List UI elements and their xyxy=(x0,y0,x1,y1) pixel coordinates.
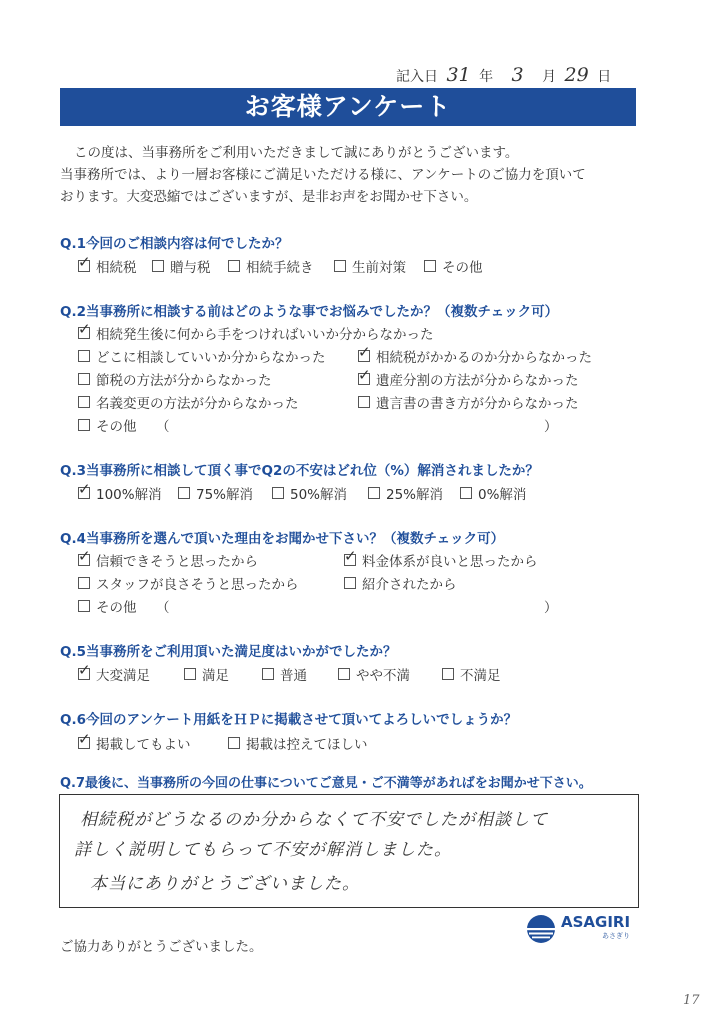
option-label: その他 xyxy=(96,600,137,616)
page-number: 17 xyxy=(683,993,700,1008)
q4-option[interactable] xyxy=(78,596,137,616)
entry-date xyxy=(396,64,611,86)
option-label: 75%解消 xyxy=(196,487,254,503)
option-label: 相続税がかかるのか分からなかった xyxy=(376,350,592,366)
option-label: 遺産分割の方法が分からなかった xyxy=(376,373,579,389)
q1-option[interactable] xyxy=(334,256,406,276)
option-label: 25%解消 xyxy=(386,487,444,503)
checkbox[interactable] xyxy=(78,350,90,362)
q3-option[interactable] xyxy=(178,483,253,503)
day-label: 日 xyxy=(597,69,612,85)
checkbox[interactable] xyxy=(334,260,346,272)
q5-option[interactable] xyxy=(338,664,410,684)
option-label: 生前対策 xyxy=(352,260,406,276)
checkbox[interactable] xyxy=(344,577,356,589)
q2-option[interactable] xyxy=(78,415,137,435)
checkbox[interactable] xyxy=(152,260,164,272)
option-label: 節税の方法が分からなかった xyxy=(96,373,272,389)
checkbox-checked[interactable] xyxy=(358,350,370,362)
q4-other-paren-close: ） xyxy=(544,600,558,616)
checkbox[interactable] xyxy=(424,260,436,272)
q5-option[interactable] xyxy=(78,664,150,684)
intro-text xyxy=(60,142,586,208)
intro-line: この度は、当事務所をご利用いただきまして誠にありがとうございます。 xyxy=(74,145,519,161)
q2-option[interactable] xyxy=(78,369,272,389)
q3-option[interactable] xyxy=(460,483,526,503)
q2-option[interactable] xyxy=(358,369,579,389)
option-label: 相続手続き xyxy=(246,260,314,276)
checkbox[interactable] xyxy=(78,373,90,385)
q5-option[interactable] xyxy=(262,664,307,684)
option-label: 贈与税 xyxy=(170,260,211,276)
checkbox-checked[interactable] xyxy=(344,554,356,566)
q2-option[interactable] xyxy=(78,346,326,366)
option-label: 紹介されたから xyxy=(362,577,457,593)
option-label: 普通 xyxy=(280,668,307,684)
q2-option[interactable] xyxy=(358,346,592,366)
q1-option[interactable] xyxy=(424,256,483,276)
q4-question: Q.4当事務所を選んで頂いた理由をお聞かせ下さい？（複数チェック可） xyxy=(60,531,505,547)
q4-option[interactable] xyxy=(344,550,538,570)
q3-option[interactable] xyxy=(78,483,162,503)
checkbox[interactable] xyxy=(338,668,350,680)
option-label: 大変満足 xyxy=(96,668,150,684)
q1-question: Q.1今回のご相談内容は何でしたか？ xyxy=(60,236,289,252)
q2-question: Q.2当事務所に相談する前はどのような事でお悩みでしたか？（複数チェック可） xyxy=(60,304,559,320)
answer-line: 相続税がどうなるのか分からなくて不安でしたが相談して xyxy=(80,810,548,830)
option-label: 名義変更の方法が分からなかった xyxy=(96,396,299,412)
q4-option[interactable] xyxy=(78,573,299,593)
checkbox[interactable] xyxy=(78,600,90,612)
month-label: 月 xyxy=(542,69,557,85)
q3-option[interactable] xyxy=(368,483,443,503)
option-label: スタッフが良さそうと思ったから xyxy=(96,577,299,593)
option-label: 料金体系が良いと思ったから xyxy=(362,554,538,570)
q6-option[interactable] xyxy=(78,733,191,753)
option-label: 0%解消 xyxy=(478,487,527,503)
q2-option[interactable] xyxy=(78,323,434,343)
checkbox[interactable] xyxy=(78,396,90,408)
logo-subtitle: あさぎり xyxy=(602,932,631,940)
checkbox-checked[interactable] xyxy=(78,668,90,680)
q4-other-paren-open: （ xyxy=(156,600,170,616)
q1-option[interactable] xyxy=(78,256,137,276)
q2-other-paren-close: ） xyxy=(544,419,558,435)
option-label: 100%解消 xyxy=(96,487,162,503)
checkbox[interactable] xyxy=(178,487,190,499)
q3-option[interactable] xyxy=(272,483,347,503)
q1-option[interactable] xyxy=(152,256,211,276)
closing-message: ご協力ありがとうございました。 xyxy=(60,939,263,955)
checkbox-checked[interactable] xyxy=(78,327,90,339)
option-label: 相続税 xyxy=(96,260,137,276)
checkbox[interactable] xyxy=(78,419,90,431)
q5-option[interactable] xyxy=(442,664,501,684)
q3-question: Q.3当事務所に相談して頂く事でQ2の不安はどれ位（%）解消されましたか？ xyxy=(60,463,539,479)
option-label: 掲載してもよい xyxy=(96,737,191,753)
checkbox[interactable] xyxy=(272,487,284,499)
q2-option[interactable] xyxy=(78,392,299,412)
option-label: 信頼できそうと思ったから xyxy=(96,554,258,570)
q2-option[interactable] xyxy=(358,392,579,412)
intro-line: おります。大変恐縮ではございますが、是非お声をお聞かせ下さい。 xyxy=(60,189,478,205)
option-label: どこに相談していいか分からなかった xyxy=(96,350,326,366)
checkbox[interactable] xyxy=(460,487,472,499)
day-value[interactable]: 29 xyxy=(564,64,589,86)
checkbox[interactable] xyxy=(358,396,370,408)
year-value[interactable]: 31 xyxy=(446,64,471,86)
q2-other-paren-open: （ xyxy=(156,419,170,435)
asagiri-logo-icon xyxy=(526,914,556,944)
month-value[interactable]: 3 xyxy=(511,64,524,86)
checkbox[interactable] xyxy=(262,668,274,680)
q6-option[interactable] xyxy=(228,733,368,753)
date-label: 記入日 xyxy=(396,69,438,85)
checkbox-checked[interactable] xyxy=(78,554,90,566)
option-label: 不満足 xyxy=(460,668,501,684)
option-label: その他 xyxy=(442,260,483,276)
q7-question: Q.7最後に、当事務所の今回の仕事についてご意見・ご不満等があればをお聞かせ下さい。 xyxy=(60,776,592,791)
answer-line: 本当にありがとうございました。 xyxy=(90,874,360,894)
option-label: 50%解消 xyxy=(290,487,348,503)
checkbox-checked[interactable] xyxy=(78,737,90,749)
q4-option[interactable] xyxy=(344,573,457,593)
company-logo xyxy=(526,914,630,944)
q4-option[interactable] xyxy=(78,550,258,570)
q5-question: Q.5当事務所をご利用頂いた満足度はいかがでしたか？ xyxy=(60,644,397,660)
option-label: 満足 xyxy=(202,668,229,684)
option-label: 掲載は控えてほしい xyxy=(246,737,368,753)
option-label: やや不満 xyxy=(356,668,410,684)
checkbox-checked[interactable] xyxy=(78,260,90,272)
checkbox-checked[interactable] xyxy=(358,373,370,385)
checkbox-checked[interactable] xyxy=(78,487,90,499)
q1-option[interactable] xyxy=(228,256,314,276)
page-title: お客様アンケート xyxy=(60,88,636,126)
checkbox[interactable] xyxy=(228,260,240,272)
option-label: 相続発生後に何から手をつければいいか分からなかった xyxy=(96,327,434,343)
year-label: 年 xyxy=(479,69,494,85)
intro-line: 当事務所では、より一層お客様にご満足いただける様に、アンケートのご協力を頂いて xyxy=(60,167,586,183)
option-label: 遺言書の書き方が分からなかった xyxy=(376,396,579,412)
answer-textarea[interactable] xyxy=(59,794,639,908)
checkbox[interactable] xyxy=(368,487,380,499)
answer-line: 詳しく説明してもらって不安が解消しました。 xyxy=(74,840,452,860)
checkbox[interactable] xyxy=(78,577,90,589)
checkbox[interactable] xyxy=(184,668,196,680)
checkbox[interactable] xyxy=(228,737,240,749)
checkbox[interactable] xyxy=(442,668,454,680)
option-label: その他 xyxy=(96,419,137,435)
logo-name: ASAGIRI xyxy=(561,913,631,931)
q6-question: Q.6今回のアンケート用紙をＨＰに掲載させて頂いてよろしいでしょうか？ xyxy=(60,712,518,728)
q5-option[interactable] xyxy=(184,664,229,684)
